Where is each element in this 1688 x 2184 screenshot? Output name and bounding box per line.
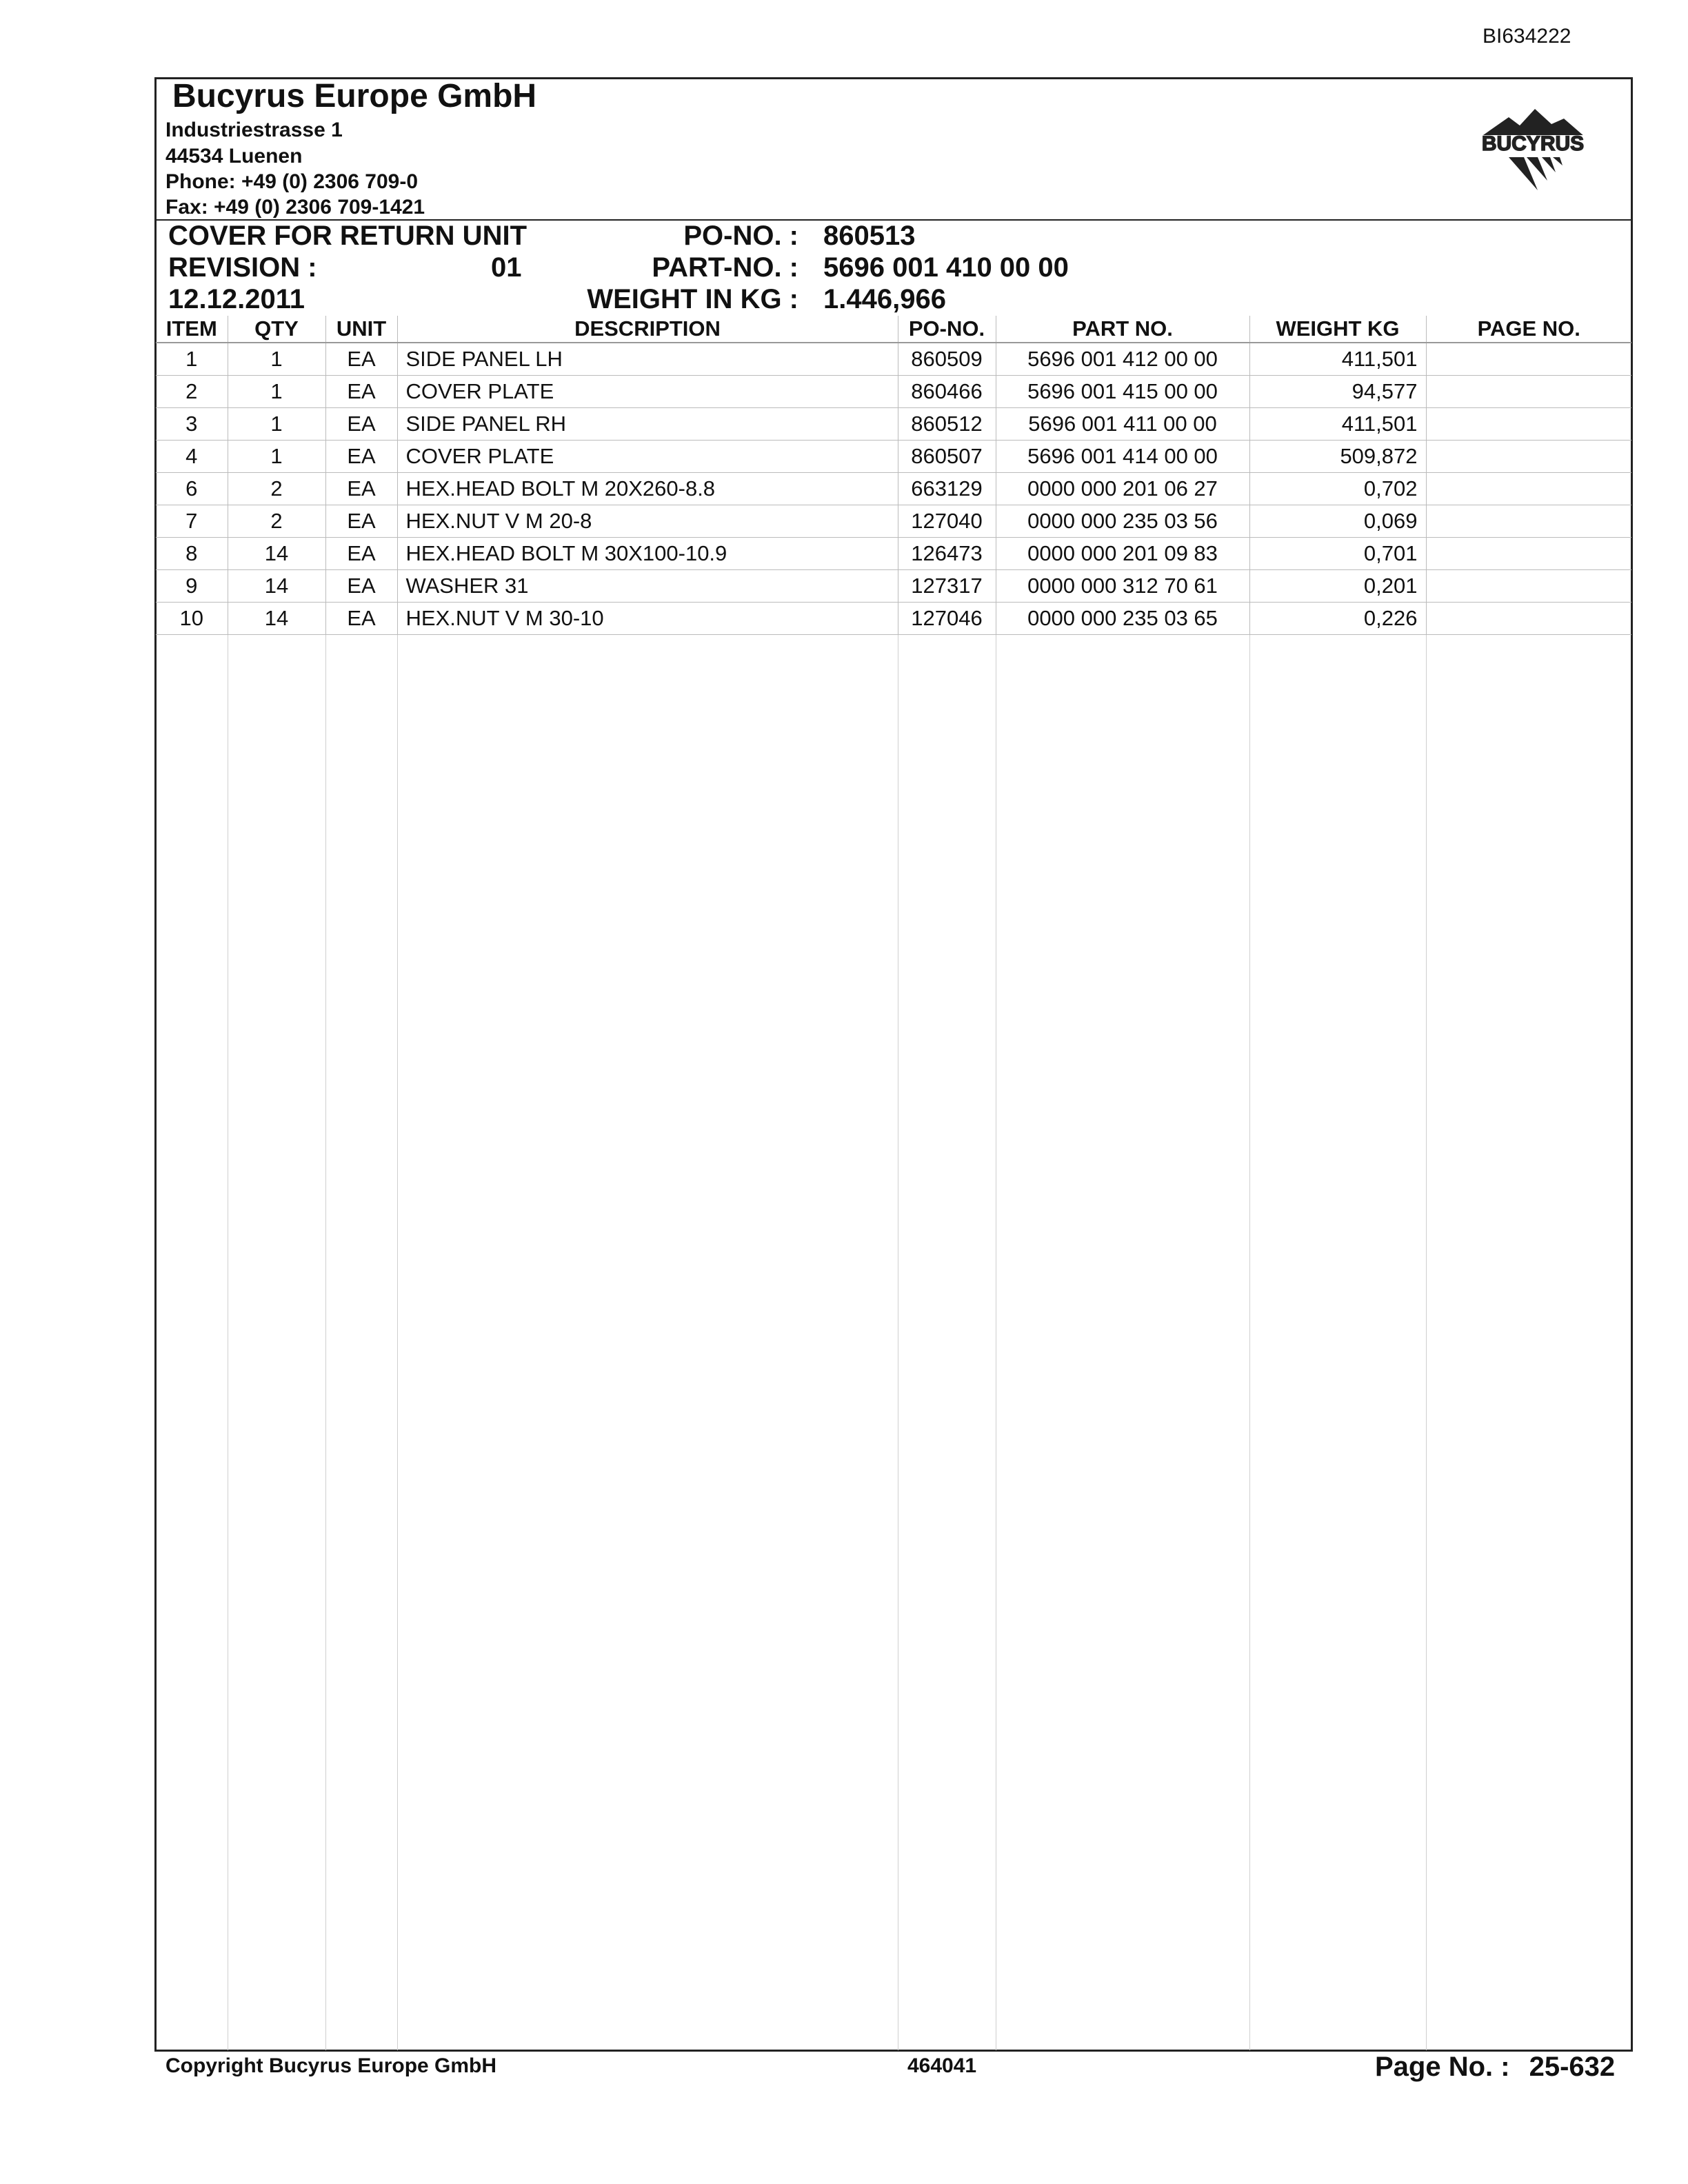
table-row	[156, 473, 1631, 505]
page-no-cell	[1426, 441, 1631, 473]
item-cell: 10	[156, 603, 228, 635]
column-header-description: DESCRIPTION	[397, 316, 898, 343]
part-value: 5696 001 410 00 00	[823, 252, 1069, 283]
po-no-cell: 127317	[898, 570, 996, 603]
item-cell: 1	[156, 343, 228, 376]
description-cell: HEX.NUT V M 30-10	[397, 603, 898, 635]
weight-value: 1.446,966	[823, 284, 946, 314]
table-row	[156, 505, 1631, 538]
item-cell: 7	[156, 505, 228, 538]
weight-cell: 411,501	[1249, 343, 1426, 376]
description-cell: SIDE PANEL LH	[397, 343, 898, 376]
page-number	[1375, 2052, 1615, 2083]
qty-cell: 14	[228, 603, 325, 635]
document-date: 12.12.2011	[168, 284, 305, 314]
unit-cell: EA	[325, 473, 397, 505]
po-no-cell: 860507	[898, 441, 996, 473]
weight-cell: 0,702	[1249, 473, 1426, 505]
page-no-cell	[1426, 505, 1631, 538]
unit-cell: EA	[325, 343, 397, 376]
item-cell: 9	[156, 570, 228, 603]
company-street: Industriestrasse 1	[165, 119, 343, 141]
unit-cell: EA	[325, 538, 397, 570]
table-row	[156, 408, 1631, 441]
weight-cell: 509,872	[1249, 441, 1426, 473]
description-cell: COVER PLATE	[397, 376, 898, 408]
qty-cell: 14	[228, 570, 325, 603]
page-number-value: 25-632	[1529, 2052, 1616, 2082]
column-header-item: ITEM	[156, 316, 228, 343]
po-no-cell: 860509	[898, 343, 996, 376]
column-header-part-no: PART NO.	[996, 316, 1249, 343]
po-label: PO-NO. :	[683, 221, 798, 251]
part-no-cell: 5696 001 412 00 00	[996, 343, 1249, 376]
logo-wordmark: BUCYRUS	[1481, 132, 1585, 155]
column-header-page-no: PAGE NO.	[1426, 316, 1631, 343]
item-cell: 8	[156, 538, 228, 570]
table-header-row	[156, 316, 1631, 343]
po-value: 860513	[823, 221, 916, 251]
revision-value: 01	[491, 252, 522, 283]
weight-cell: 0,226	[1249, 603, 1426, 635]
item-cell: 4	[156, 441, 228, 473]
part-label: PART-NO. :	[652, 252, 798, 283]
part-no-cell: 5696 001 415 00 00	[996, 376, 1249, 408]
description-cell: SIDE PANEL RH	[397, 408, 898, 441]
item-cell: 3	[156, 408, 228, 441]
page-number-label: Page No. :	[1375, 2052, 1510, 2082]
description-cell: COVER PLATE	[397, 441, 898, 473]
column-header-po-no: PO-NO.	[898, 316, 996, 343]
unit-cell: EA	[325, 603, 397, 635]
table-row	[156, 570, 1631, 603]
weight-label: WEIGHT IN KG :	[587, 284, 798, 314]
column-header-weight: WEIGHT KG	[1249, 316, 1426, 343]
page-no-cell	[1426, 376, 1631, 408]
part-no-cell: 5696 001 414 00 00	[996, 441, 1249, 473]
part-no-cell: 0000 000 201 06 27	[996, 473, 1249, 505]
page-no-cell	[1426, 408, 1631, 441]
table-row	[156, 441, 1631, 473]
description-cell: HEX.HEAD BOLT M 20X260-8.8	[397, 473, 898, 505]
weight-cell: 0,201	[1249, 570, 1426, 603]
po-no-cell: 663129	[898, 473, 996, 505]
qty-cell: 2	[228, 505, 325, 538]
qty-cell: 2	[228, 473, 325, 505]
weight-cell: 94,577	[1249, 376, 1426, 408]
table-row	[156, 343, 1631, 376]
part-no-cell: 5696 001 411 00 00	[996, 408, 1249, 441]
page-no-cell	[1426, 343, 1631, 376]
page-no-cell	[1426, 538, 1631, 570]
page-no-cell	[1426, 473, 1631, 505]
part-no-cell: 0000 000 235 03 56	[996, 505, 1249, 538]
po-no-cell: 127040	[898, 505, 996, 538]
column-header-qty: QTY	[228, 316, 325, 343]
page-no-cell	[1426, 570, 1631, 603]
qty-cell: 1	[228, 408, 325, 441]
unit-cell: EA	[325, 376, 397, 408]
copyright-notice: Copyright Bucyrus Europe GmbH	[165, 2054, 497, 2077]
footer-code: 464041	[907, 2054, 977, 2077]
part-no-cell: 0000 000 235 03 65	[996, 603, 1249, 635]
qty-cell: 1	[228, 343, 325, 376]
page-no-cell	[1426, 603, 1631, 635]
column-header-unit: UNIT	[325, 316, 397, 343]
company-city: 44534 Luenen	[165, 145, 303, 168]
part-no-cell: 0000 000 312 70 61	[996, 570, 1249, 603]
qty-cell: 1	[228, 441, 325, 473]
qty-cell: 14	[228, 538, 325, 570]
qty-cell: 1	[228, 376, 325, 408]
po-no-cell: 126473	[898, 538, 996, 570]
description-cell: HEX.NUT V M 20-8	[397, 505, 898, 538]
unit-cell: EA	[325, 570, 397, 603]
company-phone: Phone: +49 (0) 2306 709-0	[165, 170, 419, 193]
weight-cell: 411,501	[1249, 408, 1426, 441]
table-row	[156, 376, 1631, 408]
item-cell: 6	[156, 473, 228, 505]
parts-table	[156, 316, 1631, 635]
description-cell: HEX.HEAD BOLT M 30X100-10.9	[397, 538, 898, 570]
company-fax: Fax: +49 (0) 2306 709-1421	[165, 196, 425, 219]
unit-cell: EA	[325, 408, 397, 441]
unit-cell: EA	[325, 441, 397, 473]
document-id: BI634222	[1483, 25, 1571, 48]
table-row	[156, 603, 1631, 635]
bucyrus-logo	[1460, 103, 1605, 193]
weight-cell: 0,069	[1249, 505, 1426, 538]
po-no-cell: 860512	[898, 408, 996, 441]
po-no-cell: 860466	[898, 376, 996, 408]
po-no-cell: 127046	[898, 603, 996, 635]
description-cell: WASHER 31	[397, 570, 898, 603]
part-no-cell: 0000 000 201 09 83	[996, 538, 1249, 570]
table-row	[156, 538, 1631, 570]
item-cell: 2	[156, 376, 228, 408]
unit-cell: EA	[325, 505, 397, 538]
company-name: Bucyrus Europe GmbH	[172, 78, 537, 114]
weight-cell: 0,701	[1249, 538, 1426, 570]
document-title: COVER FOR RETURN UNIT	[168, 221, 527, 251]
revision-label: REVISION :	[168, 252, 317, 283]
